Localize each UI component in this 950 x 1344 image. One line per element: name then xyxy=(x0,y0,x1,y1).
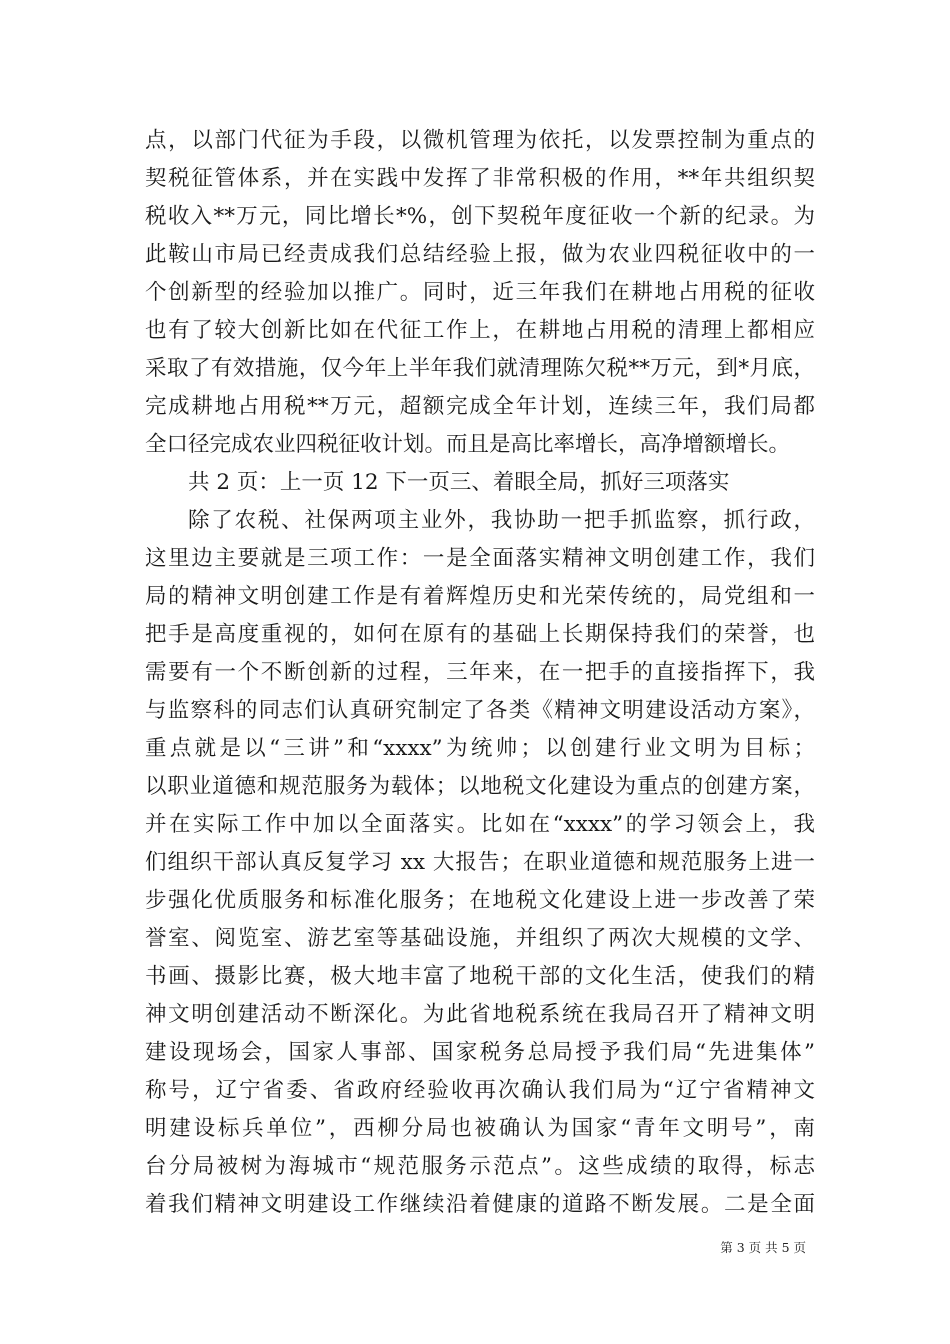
text-line: 此鞍山市局已经责成我们总结经验上报，做为农业四税征收中的一 xyxy=(145,242,815,267)
text-line: 与监察科的同志们认真研究制定了各类《精神文明建设活动方案》， xyxy=(145,698,815,723)
text-line: 建设现场会，国家人事部、国家税务总局授予我们局“先进集体” xyxy=(145,1040,815,1065)
text-line: 并在实际工作中加以全面落实。比如在“xxxx”的学习领会上，我 xyxy=(145,812,815,837)
text-line: 神文明创建活动不断深化。为此省地税系统在我局召开了精神文明 xyxy=(145,1002,815,1027)
text-line: 税收入**万元，同比增长*%，创下契税年度征收一个新的纪录。为 xyxy=(145,204,815,229)
page-number: 第 3 页 共 5 页 xyxy=(720,1240,806,1255)
text-line: 重点就是以“三讲”和“xxxx”为统帅；以创建行业文明为目标； xyxy=(145,736,815,761)
text-line: 全口径完成农业四税征收计划。而且是高比率增长，高净增额增长。 xyxy=(145,432,791,457)
text-line: 采取了有效措施，仅今年上半年我们就清理陈欠税**万元，到*月底， xyxy=(145,356,815,381)
text-line: 称号，辽宁省委、省政府经验收再次确认我们局为“辽宁省精神文 xyxy=(145,1078,815,1103)
text-line: 们组织干部认真反复学习 xx 大报告；在职业道德和规范服务上进一 xyxy=(145,850,815,875)
text-line: 台分局被树为海城市“规范服务示范点”。这些成绩的取得，标志 xyxy=(145,1154,815,1179)
text-line: 把手是高度重视的，如何在原有的基础上长期保持我们的荣誉，也 xyxy=(145,622,815,647)
text-line: 也有了较大创新比如在代征工作上，在耕地占用税的清理上都相应 xyxy=(145,318,815,343)
text-line: 局的精神文明创建工作是有着辉煌历史和光荣传统的，局党组和一 xyxy=(145,584,815,609)
text-line: 需要有一个不断创新的过程，三年来，在一把手的直接指挥下，我 xyxy=(145,660,815,685)
text-line: 以职业道德和规范服务为载体；以地税文化建设为重点的创建方案， xyxy=(145,774,815,799)
text-line: 书画、摄影比赛，极大地丰富了地税干部的文化生活，使我们的精 xyxy=(145,964,815,989)
section-heading-line: 共 2 页：上一页 12 下一页三、着眼全局，抓好三项落实 xyxy=(188,470,730,495)
text-line: 誉室、阅览室、游艺室等基础设施，并组织了两次大规模的文学、 xyxy=(145,926,815,951)
body-text xyxy=(145,122,815,1224)
text-line: 明建设标兵单位”，西柳分局也被确认为国家“青年文明号”，南 xyxy=(145,1116,815,1141)
text-line: 个创新型的经验加以推广。同时，近三年我们在耕地占用税的征收 xyxy=(145,280,815,305)
text-line: 步强化优质服务和标准化服务；在地税文化建设上进一步改善了荣 xyxy=(145,888,815,913)
text-line: 完成耕地占用税**万元，超额完成全年计划，连续三年，我们局都 xyxy=(145,394,815,419)
text-line: 契税征管体系，并在实践中发挥了非常积极的作用，**年共组织契 xyxy=(145,166,815,191)
text-line: 着我们精神文明建设工作继续沿着健康的道路不断发展。二是全面 xyxy=(145,1192,815,1217)
text-line: 点，以部门代征为手段，以微机管理为依托，以发票控制为重点的 xyxy=(145,128,815,153)
text-line: 除了农税、社保两项主业外，我协助一把手抓监察，抓行政， xyxy=(188,508,815,533)
text-line: 这里边主要就是三项工作：一是全面落实精神文明创建工作，我们 xyxy=(145,546,815,571)
